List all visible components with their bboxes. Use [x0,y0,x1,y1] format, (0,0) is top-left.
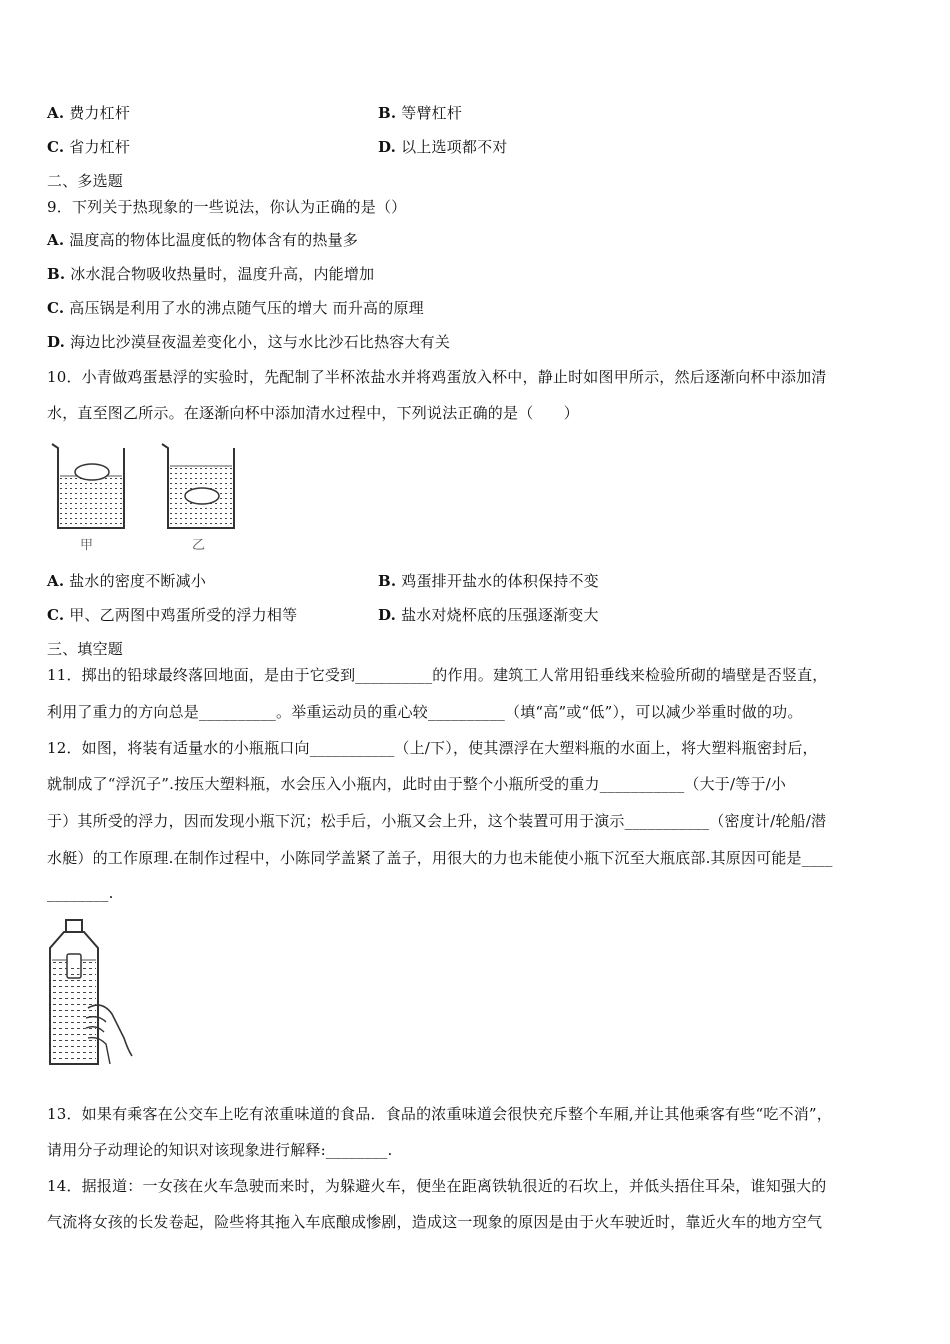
q10-option-c [47,604,297,625]
q8-option-d [378,136,507,157]
q8-option-a [47,102,130,123]
q12-line2: 就制成了“浮沉子”.按压大塑料瓶，水会压入小瓶内，此时由于整个小瓶所受的重力___________（大于/等于/小 [47,775,787,793]
section-title-multiple-choice: 二、多选题 [47,172,124,190]
option-letter: C. [47,299,65,317]
q11-line1: 11．掷出的铅球最终落回地面，是由于它受到__________的作用。建筑工人常用铅垂线来检验所砌的墙壁是否竖直， [47,666,828,684]
option-letter: B. [378,104,397,122]
option-letter: A. [47,572,65,590]
beaker-yi [162,444,234,528]
option-text: 海边比沙漠昼夜温差变化小，这与水比沙石比热容大有关 [70,333,451,351]
option-text: 等臂杠杆 [401,104,463,122]
option-letter: B. [47,265,66,283]
option-letter: D. [378,606,397,624]
option-letter: D. [378,138,397,156]
option-text: 盐水对烧杯底的压强逐渐变大 [401,606,599,624]
q9-option-d [47,331,450,352]
q9-option-c [47,297,424,318]
option-text: 甲、乙两图中鸡蛋所受的浮力相等 [69,606,298,624]
option-text: 盐水的密度不断减小 [69,572,207,590]
q10-option-d [378,604,599,625]
q9-option-b [47,263,374,284]
q8-option-b [378,102,462,123]
q12-line3: 于）其所受的浮力，因而发现小瓶下沉；松手后，小瓶又会上升，这个装置可用于演示___________（密度计/轮船/潜 [47,812,827,830]
q13-line1: 13．如果有乘客在公交车上吃有浓重味道的食品．食品的浓重味道会很快充斥整个车厢,并让其他乘客有些“吃不消”， [47,1105,832,1123]
q10-stem-line1: 10．小青做鸡蛋悬浮的实验时，先配制了半杯浓盐水并将鸡蛋放入杯中，静止时如图甲所示，然后逐渐向杯中添加清 [47,368,827,386]
q10-option-b [378,570,599,591]
beaker-jia [52,444,124,528]
option-letter: A. [47,231,65,249]
option-letter: C. [47,606,65,624]
q10-beaker-figure [44,436,244,556]
egg-yi [185,488,219,504]
large-bottle [50,920,98,1064]
q10-option-a [47,570,206,591]
q10-stem-line2: 水，直至图乙所示。在逐渐向杯中添加清水过程中，下列说法正确的是（ ） [47,404,580,422]
small-vial [67,954,81,978]
q11-line2: 利用了重力的方向总是__________。举重运动员的重心较__________（填“高”或“低”），可以减少举重时做的功。 [47,703,803,721]
q9-option-a [47,229,358,250]
q12-line1: 12．如图，将装有适量水的小瓶瓶口向___________（上/下），使其漂浮在大塑料瓶的水面上，将大塑料瓶密封后， [47,739,818,757]
q12-cartesian-diver-figure [40,918,140,1070]
q9-stem: 9．下列关于热现象的一些说法，你认为正确的是（） [47,198,407,216]
q13-line2: 请用分子动理论的知识对该现象进行解释:________. [47,1141,393,1159]
option-text: 费力杠杆 [69,104,131,122]
option-letter: D. [47,333,66,351]
q14-line1: 14．据报道：一女孩在火车急驶而来时，为躲避火车，便坐在距离铁轨很近的石坎上，并低头捂住耳朵，谁知强大的 [47,1177,827,1195]
figure-label-yi: 乙 [192,538,206,553]
egg-jia [75,464,109,480]
option-text: 以上选项都不对 [401,138,508,156]
section-title-fill-in: 三、填空题 [47,640,124,658]
option-text: 冰水混合物吸收热量时，温度升高，内能增加 [70,265,375,283]
option-text: 省力杠杆 [69,138,131,156]
q14-line2: 气流将女孩的长发卷起，险些将其拖入车底酿成惨剧，造成这一现象的原因是由于火车驶近时，靠近火车的地方空气 [47,1213,823,1231]
option-text: 鸡蛋排开盐水的体积保持不变 [401,572,599,590]
option-letter: C. [47,138,65,156]
figure-label-jia: 甲 [80,538,94,553]
q12-line5: ________. [47,884,114,902]
option-text: 高压锅是利用了水的沸点随气压的增大 而升高的原理 [69,299,424,317]
option-letter: B. [378,572,397,590]
option-text: 温度高的物体比温度低的物体含有的热量多 [69,231,359,249]
option-letter: A. [47,104,65,122]
q12-line4: 水艇）的工作原理.在制作过程中，小陈同学盖紧了盖子，用很大的力也未能使小瓶下沉至大瓶底部.其原因可能是____ [47,849,833,867]
q8-option-c [47,136,130,157]
